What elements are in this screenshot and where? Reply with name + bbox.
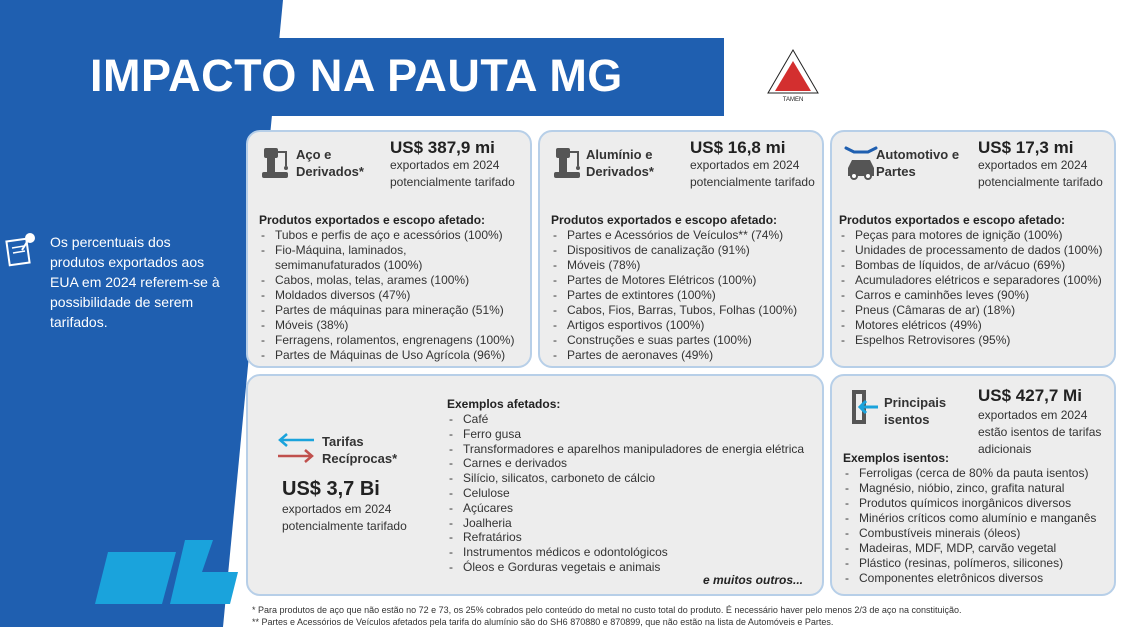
list-item: - Partes de extintores (100%) (551, 288, 821, 303)
list-item: - Minérios críticos como alumínio e manganês (843, 511, 1113, 526)
list-item: - Silício, silicatos, carboneto de cálcio (447, 471, 817, 486)
product-list (843, 466, 1113, 586)
card-tarifas-reciprocas (246, 374, 824, 596)
list-item: - Madeiras, MDF, MDP, carvão vegetal (843, 541, 1113, 556)
list-item: - Pneus (Câmaras de ar) (18%) (839, 303, 1113, 318)
list-item: - Móveis (78%) (551, 258, 821, 273)
list-item: - Ferroligas (cerca de 80% da pauta isentos) (843, 466, 1113, 481)
card-principais-isentos (830, 374, 1116, 596)
card-description: exportados em 2024 potencialmente tarifado (978, 158, 1103, 189)
list-item: - Móveis (38%) (259, 318, 529, 333)
card-value: US$ 387,9 mi (390, 138, 495, 157)
more-examples-text: e muitos outros... (703, 573, 804, 587)
list-title: Produtos exportados e escopo afetado: (839, 213, 1066, 227)
card-description: exportados em 2024 potencialmente tarifado (390, 158, 515, 189)
list-item: - Cabos, Fios, Barras, Tubos, Folhas (100%) (551, 303, 821, 318)
list-item: - Fio-Máquina, laminados, semimanufaturados (100%) (259, 243, 449, 273)
list-item: - Espelhos Retrovisores (95%) (839, 333, 1113, 348)
card-title: Aço e Derivados* (296, 147, 364, 179)
list-title: Produtos exportados e escopo afetado: (259, 213, 486, 227)
list-item: - Partes e Acessórios de Veículos** (74%) (551, 228, 821, 243)
card-description: exportados em 2024 potencialmente tarifado (282, 502, 407, 533)
card-value: US$ 3,7 Bi (282, 478, 380, 500)
car-wrench-icon (842, 142, 880, 182)
list-item: - Refratários (447, 530, 817, 545)
list-item: - Acumuladores elétricos e separadores (100%) (839, 273, 1113, 288)
list-item: - Componentes eletrônicos diversos (843, 571, 1113, 586)
card-value: US$ 427,7 Mi (978, 386, 1082, 405)
door-enter-icon (846, 388, 880, 426)
list-item: - Açúcares (447, 501, 817, 516)
list-item: - Cabos, molas, telas, arames (100%) (259, 273, 529, 288)
card-title: Principais isentos (884, 395, 947, 427)
list-item: - Produtos químicos inorgânicos diversos (843, 496, 1113, 511)
product-list (551, 228, 821, 363)
list-item: - Construções e suas partes (100%) (551, 333, 821, 348)
list-item: - Carros e caminhões leves (90%) (839, 288, 1113, 303)
list-item: - Partes de aeronaves (49%) (551, 348, 821, 363)
pump-icon (550, 144, 588, 184)
card-value: US$ 17,3 mi (978, 138, 1074, 157)
list-item: - Moldados diversos (47%) (259, 288, 529, 303)
list-item: - Combustíveis minerais (óleos) (843, 526, 1113, 541)
list-item: - Partes de Máquinas de Uso Agrícola (96%) (259, 348, 529, 363)
card-description: exportados em 2024 potencialmente tarifado (690, 158, 815, 189)
list-item: - Instrumentos médicos e odontológicos (447, 545, 817, 560)
list-title: Produtos exportados e escopo afetado: (551, 213, 778, 227)
list-title: Exemplos isentos: (843, 451, 950, 465)
list-item: - Magnésio, nióbio, zinco, grafita natural (843, 481, 1113, 496)
list-item: - Ferragens, rolamentos, engrenagens (100%) (259, 333, 529, 348)
card-aco-derivados (246, 130, 532, 368)
list-item: - Plástico (resinas, polímeros, silicones) (843, 556, 1113, 571)
footnotes (252, 604, 961, 627)
sidebar-note-text: Os percentuais dos produtos exportados aos EUA em 2024 referem-se à possibilidade de serem tarifados. (50, 234, 220, 330)
list-item: - Carnes e derivados (447, 456, 817, 471)
card-title: Tarifas Recíprocas* (322, 434, 398, 466)
card-aluminio-derivados (538, 130, 824, 368)
pump-icon (258, 144, 296, 184)
list-title: Exemplos afetados: (447, 397, 561, 411)
list-item: - Transformadores e aparelhos manipuladores de energia elétrica (447, 442, 817, 457)
product-list (839, 228, 1113, 348)
card-description: exportados em 2024 estão isentos de tarifas adicionais (978, 408, 1102, 456)
list-item: - Unidades de processamento de dados (100%) (839, 243, 1113, 258)
product-list (447, 412, 817, 575)
footnote: * Para produtos de aço que não estão no 72 e 73, os 25% cobrados pelo conteúdo do metal no custo total do produto. É necessário haver pelo menos 2/3 de aço na constituição. (252, 605, 962, 615)
list-item: - Café (447, 412, 817, 427)
list-item: - Celulose (447, 486, 817, 501)
list-item: - Partes de máquinas para mineração (51%) (259, 303, 529, 318)
list-item: - Bombas de líquidos, de ar/vácuo (69%) (839, 258, 1113, 273)
card-value: US$ 16,8 mi (690, 138, 786, 157)
list-item: - Óleos e Gorduras vegetais e animais (447, 560, 817, 575)
list-item: - Joalheria (447, 516, 817, 531)
list-item: - Partes de Motores Elétricos (100%) (551, 273, 821, 288)
list-item: - Artigos esportivos (100%) (551, 318, 821, 333)
list-item: - Motores elétricos (49%) (839, 318, 1113, 333)
exchange-arrows-icon (276, 432, 316, 464)
card-title: Automotivo e Partes (876, 147, 960, 179)
minas-gerais-emblem (762, 47, 824, 103)
product-list (259, 228, 529, 363)
list-item: - Tubos e perfis de aço e acessórios (100%) (259, 228, 529, 243)
note-pin-icon (5, 230, 39, 268)
svg-text:TAMEN: TAMEN (782, 97, 804, 103)
list-item: - Ferro gusa (447, 427, 817, 442)
page-title: IMPACTO NA PAUTA MG (90, 50, 623, 101)
list-item: - Dispositivos de canalização (91%) (551, 243, 821, 258)
list-item: - Peças para motores de ignição (100%) (839, 228, 1113, 243)
footnote: ** Partes e Acessórios de Veículos afetados pela tarifa do alumínio são do SH6 870880 e 870899, que não estão na lista de Automóveis e Partes. (252, 617, 834, 627)
card-title: Alumínio e Derivados* (586, 147, 654, 179)
card-automotivo-partes (830, 130, 1116, 368)
